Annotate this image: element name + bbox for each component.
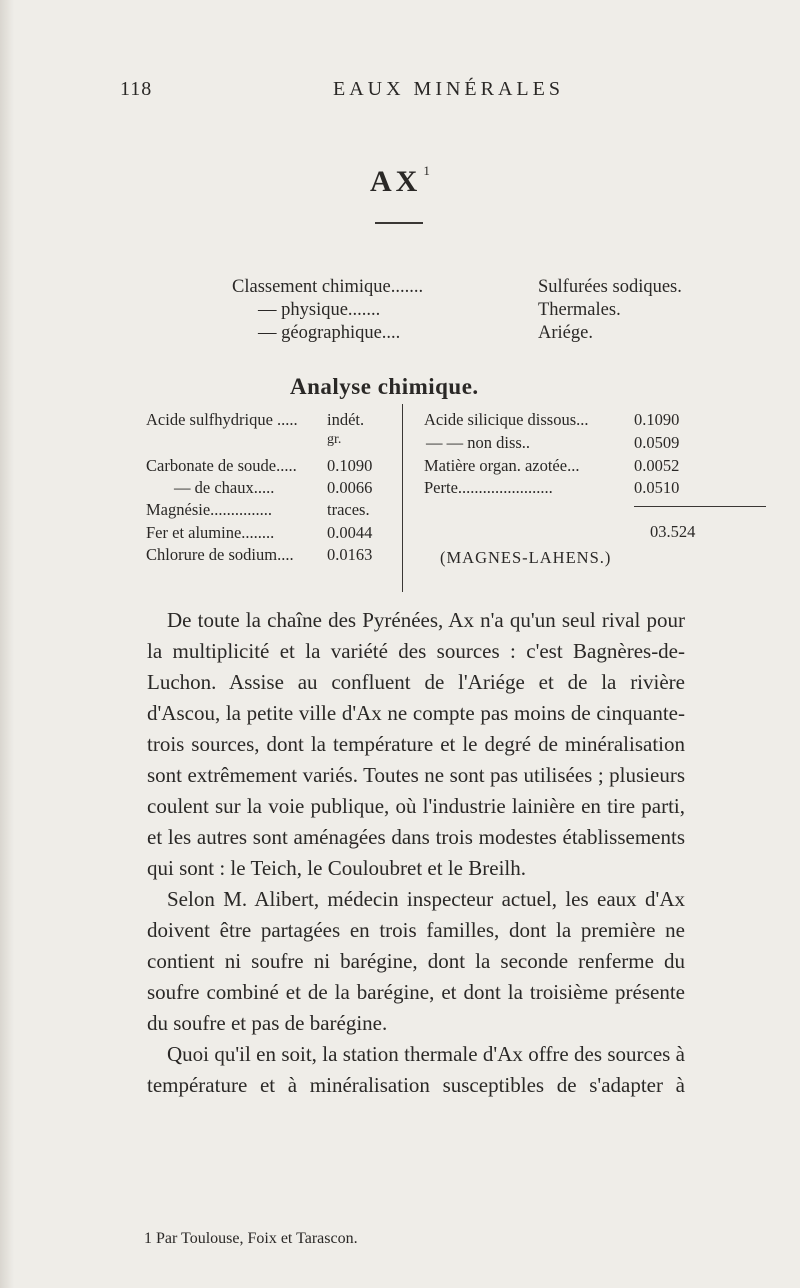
title-rule <box>375 222 423 224</box>
classification-value: Ariége. <box>538 323 593 343</box>
analysis-label: Magnésie............... <box>146 500 273 519</box>
body-text <box>147 605 685 1101</box>
analysis-label: Chlorure de sodium.... <box>146 545 294 564</box>
article-title <box>370 165 430 199</box>
classification-value: Sulfurées sodiques. <box>538 277 682 297</box>
analysis-label: Fer et alumine........ <box>146 523 275 542</box>
analysis-label: Carbonate de soude..... <box>146 456 297 475</box>
footnote: 1 Par Toulouse, Foix et Tarascon. <box>144 1230 358 1247</box>
analysis-value: 0.0052 <box>634 456 680 475</box>
analysis-value: 0.1090 <box>327 456 373 475</box>
article-title-text: AX <box>370 165 422 198</box>
analysis-value: traces. <box>327 500 370 519</box>
total-rule <box>634 506 766 507</box>
analysis-label: — de chaux..... <box>174 478 275 497</box>
analysis-total: 03.524 <box>650 522 696 541</box>
analysis-label: Matière organ. azotée... <box>424 456 580 475</box>
column-divider <box>402 404 403 592</box>
classification-value: Thermales. <box>538 300 621 320</box>
classification-label: — géographique.... <box>258 323 401 343</box>
page-number: 118 <box>120 78 153 100</box>
paragraph: De toute la chaîne des Pyrénées, Ax n'a qu'un seul rival pour la multiplicité et la variété des sources : c'est Bagnères-de-Luchon. Assise au confluent de l'Ariége et de la rivière d'Ascou, la petite ville d'Ax ne compte pas moins de cinquante-trois sources, dont la température et le degré de minéralisation sont extrêmement variés. Toutes ne sont pas utilisées ; plusieurs coulent sur la voie publique, où l'industrie lainière en tire parti, et les autres sont aménagées dans trois modestes établissements qui sont : le Teich, le Couloubret et le Breilh. <box>147 608 685 880</box>
analysis-value: 0.0509 <box>634 433 680 452</box>
paragraph: Quoi qu'il en soit, la station thermale d'Ax offre des sources à température et à minéralisation susceptibles de s'adapter à <box>147 1042 685 1097</box>
analysis-value: 0.0163 <box>327 545 373 564</box>
analysis-value: 0.0044 <box>327 523 373 542</box>
analysis-value: 0.0066 <box>327 478 373 497</box>
footnote-marker: 1 <box>423 163 430 178</box>
running-title: EAUX MINÉRALES <box>333 78 564 100</box>
analysis-unit: gr. <box>327 432 342 447</box>
paragraph: Selon M. Alibert, médecin inspecteur actuel, les eaux d'Ax doivent être partagées en trois familles, dont la première ne contient ni soufre ni barégine, dont la seconde renferme du soufre combiné et de la barégine, et dont la troisième présente du soufre et pas de barégine. <box>147 887 685 1035</box>
analysis-value: 0.1090 <box>634 410 680 429</box>
analysis-value: indét. <box>327 410 365 429</box>
analysis-label: Perte....................... <box>424 478 553 497</box>
analysis-label: Acide silicique dissous... <box>424 410 589 429</box>
analysis-source: (MAGNES-LAHENS.) <box>440 548 612 567</box>
classification-label: — physique....... <box>258 300 381 320</box>
analysis-label: — — non diss.. <box>426 433 531 452</box>
analysis-heading: Analyse chimique. <box>290 374 479 399</box>
analysis-value: 0.0510 <box>634 478 680 497</box>
analysis-label: Acide sulfhydrique ..... <box>146 410 298 429</box>
page-edge <box>0 0 14 1288</box>
classification-label: Classement chimique....... <box>232 277 424 297</box>
